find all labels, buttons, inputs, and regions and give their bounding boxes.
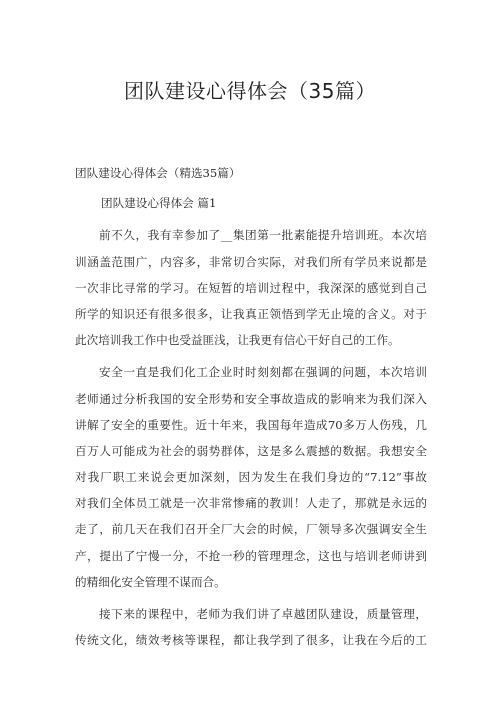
paragraph-line: 传统文化，绩效考核等课程，都让我学到了很多，让我在今后的工 (75, 633, 427, 648)
paragraph-line: 对我厂职工来说会更加深刻，因为发生在我们身边的“7.12”事故 (75, 470, 427, 485)
paragraph-line: 前不久，我有幸参加了__集团第一批素能提升培训班。本次培 (99, 228, 427, 243)
document-title: 团队建设心得体会（35篇） (124, 79, 376, 103)
paragraph-line: 对我们全体员工就是一次非常惨痛的教训！人走了，那就是永远的 (75, 496, 427, 511)
paragraph-line: 产，提出了宁慢一分，不抢一秒的管理理念，这也与培训老师讲到 (75, 548, 427, 563)
paragraph (75, 601, 427, 653)
section-heading: 团队建设心得体会 篇1 (101, 196, 217, 211)
paragraph-line: 一次非比寻常的学习。在短暂的培训过程中，我深深的感觉到自己 (75, 280, 427, 295)
paragraph-line: 讲解了安全的重要性。近十年来，我国每年造成70多万人伤残，几 (75, 417, 427, 432)
document-subtitle: 团队建设心得体会（精选35篇） (75, 166, 241, 180)
paragraph-line: 接下来的课程中，老师为我们讲了卓越团队建设，质量管理， (99, 607, 427, 621)
paragraph-line: 百万人可能成为社会的弱势群体，这是多么震撼的数据。我想安全 (75, 443, 427, 458)
paragraph-line: 此次培训我工作中也受益匪浅，让我更有信心干好自己的工作。 (75, 333, 400, 348)
paragraph (75, 359, 427, 595)
paragraph-line: 训涵盖范围广，内容多，非常切合实际，对我们所有学员来说都是 (75, 254, 427, 269)
document-body (75, 160, 427, 659)
paragraph-line: 老师通过分析我国的安全形势和安全事故造成的影响来为我们深入 (75, 391, 427, 406)
paragraph-line: 的精细化安全管理不谋而合。 (75, 574, 226, 589)
paragraph-line: 所学的知识还有很多很多，让我真正领悟到学无止境的含义。对于 (75, 306, 427, 321)
paragraph-line: 走了，前几天在我们召开全厂大会的时候，厂领导多次强调安全生 (75, 522, 427, 537)
paragraph-line: 安全一直是我们化工企业时时刻刻都在强调的问题，本次培训 (99, 365, 427, 380)
paragraph (75, 222, 427, 353)
